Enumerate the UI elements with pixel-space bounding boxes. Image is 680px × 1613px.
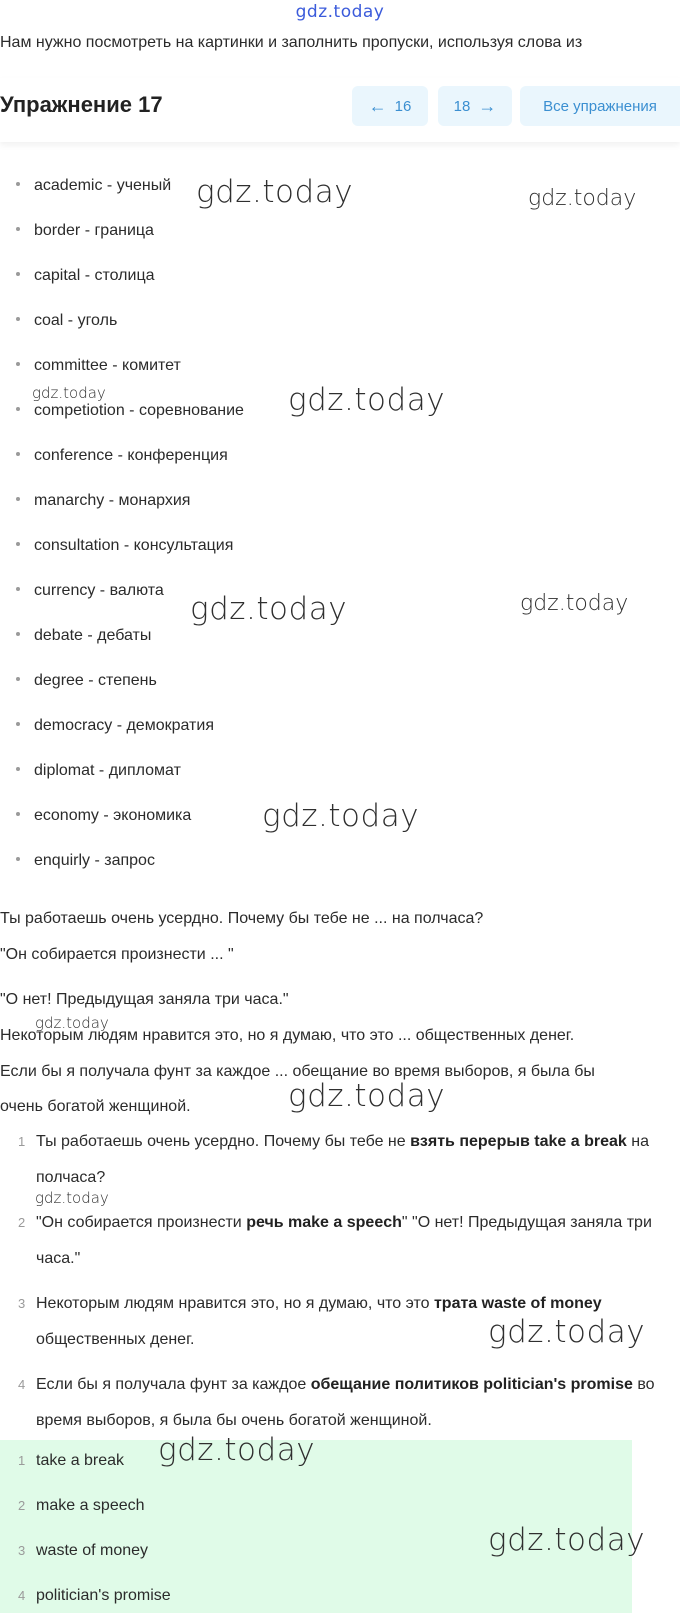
list-item [16, 312, 117, 330]
list-item [16, 222, 154, 240]
answer-highlight: речь make a speech [246, 1214, 402, 1231]
answer-text: Некоторым людям нравится это, но я думаю, что это [36, 1295, 434, 1312]
answer-item [18, 1124, 668, 1196]
summary-item [18, 1542, 148, 1560]
answer-highlight: взять перерыв take a break [410, 1133, 627, 1150]
bullet-icon [16, 227, 20, 231]
answer-item [18, 1367, 668, 1439]
prev-exercise-button[interactable] [352, 86, 428, 126]
vocab-text: capital - столица [34, 267, 155, 284]
summary-text: politician's promise [36, 1587, 171, 1604]
summary-text: make a speech [36, 1497, 145, 1514]
summary-item [18, 1587, 171, 1605]
watermark: gdz.today [528, 186, 637, 211]
list-item [16, 447, 228, 465]
bullet-icon [16, 407, 20, 411]
watermark: gdz.today [158, 1432, 316, 1468]
vocab-text: enquirly - запрос [34, 852, 155, 869]
summary-number: 3 [18, 1543, 26, 1558]
answer-text: на полчаса? [36, 1133, 649, 1186]
watermark: gdz.today [262, 798, 420, 834]
bullet-icon [16, 722, 20, 726]
watermark: gdz.today [288, 382, 446, 418]
bullet-icon [16, 812, 20, 816]
summary-item [18, 1452, 124, 1470]
task-paragraph: Если бы я получала фунт за каждое ... обещание во время выборов, я была бы [0, 1063, 595, 1080]
answer-number: 2 [18, 1215, 26, 1230]
answer-text: общественных денег. [36, 1331, 195, 1348]
list-item [16, 672, 157, 690]
summary-number: 1 [18, 1453, 26, 1468]
task-paragraph: "Он собирается произнести ... " [0, 946, 234, 963]
answer-text: "Он собирается произнести [36, 1214, 247, 1231]
vocab-text: economy - экономика [34, 807, 192, 824]
bullet-icon [16, 182, 20, 186]
task-paragraph: "О нет! Предыдущая заняла три часа." [0, 991, 289, 1008]
answer-text: Ты работаешь очень усердно. Почему бы тебе не [36, 1133, 411, 1150]
bullet-icon [16, 497, 20, 501]
next-exercise-label: 18 [453, 97, 471, 115]
summary-number: 2 [18, 1498, 26, 1513]
watermark: gdz.today [190, 591, 348, 627]
list-item [16, 627, 151, 645]
list-item [16, 762, 181, 780]
vocab-text: diplomat - дипломат [34, 762, 181, 779]
answer-highlight: трата waste of money [433, 1295, 602, 1312]
watermark: gdz.today [520, 591, 629, 616]
bullet-icon [16, 677, 20, 681]
vocab-text: border - граница [34, 222, 154, 239]
watermark: gdz.today [32, 384, 106, 402]
answer-number: 1 [18, 1134, 26, 1149]
vocab-text: conference - конференция [34, 447, 228, 464]
vocab-text: consultation - консультация [34, 537, 234, 554]
answer-text: " "О нет! Предыдущая заняла три часа." [36, 1214, 652, 1267]
watermark: gdz.today [35, 1014, 109, 1032]
watermark: gdz.today [488, 1522, 646, 1558]
list-item [16, 537, 233, 555]
intro-text: Нам нужно посмотреть на картинки и заполнить пропуски, используя слова из [0, 34, 583, 51]
watermark: gdz.today [35, 1189, 109, 1207]
answer-item [18, 1205, 668, 1277]
arrow-left-icon: ← [368, 96, 387, 116]
summary-text: take a break [36, 1452, 125, 1469]
prev-exercise-label: 16 [394, 97, 412, 115]
task-paragraph: Ты работаешь очень усердно. Почему бы тебе не ... на полчаса? [0, 910, 484, 927]
answer-number: 4 [18, 1377, 26, 1392]
list-item [16, 582, 164, 600]
vocab-text: degree - степень [34, 672, 157, 689]
bullet-icon [16, 272, 20, 276]
vocab-text: currency - валюта [34, 582, 164, 599]
list-item [16, 492, 190, 510]
exercise-title: Упражнение 17 [0, 92, 163, 117]
summary-number: 4 [18, 1588, 26, 1603]
bullet-icon [16, 362, 20, 366]
next-exercise-button[interactable] [438, 86, 512, 126]
arrow-right-icon: → [478, 96, 497, 116]
list-item [16, 807, 191, 825]
bullet-icon [16, 767, 20, 771]
watermark: gdz.today [488, 1314, 646, 1350]
answer-number: 3 [18, 1296, 26, 1311]
vocab-text: competiotion - соревнование [34, 402, 244, 419]
all-exercises-button[interactable] [520, 86, 680, 126]
list-item [16, 402, 244, 420]
vocab-text: debate - дебаты [34, 627, 152, 644]
all-exercises-label: Все упражнения [543, 97, 657, 115]
answer-text: во время выборов, я была бы очень богатой женщиной. [36, 1376, 655, 1429]
bullet-icon [16, 542, 20, 546]
bullet-icon [16, 452, 20, 456]
bullet-icon [16, 857, 20, 861]
answer-text: Если бы я получала фунт за каждое [36, 1376, 311, 1393]
vocab-text: democracy - демократия [34, 717, 214, 734]
list-item [16, 852, 155, 870]
vocab-text: coal - уголь [34, 312, 118, 329]
summary-item [18, 1497, 145, 1515]
list-item [16, 357, 181, 375]
task-paragraph: Некоторым людям нравится это, но я думаю, что это ... общественных денег. [0, 1027, 575, 1044]
list-item [16, 177, 171, 195]
answer-highlight: обещание политиков politician's promise [310, 1376, 633, 1393]
list-item [16, 267, 155, 285]
bullet-icon [16, 587, 20, 591]
vocab-text: manarchy - монархия [34, 492, 191, 509]
list-item [16, 717, 214, 735]
vocab-text: committee - комитет [34, 357, 181, 374]
vocab-text: academic - ученый [34, 177, 172, 194]
task-paragraph: очень богатой женщиной. [0, 1098, 191, 1115]
watermark: gdz.today [196, 174, 354, 210]
site-logo[interactable]: gdz.today [295, 2, 385, 22]
bullet-icon [16, 632, 20, 636]
watermark: gdz.today [288, 1078, 446, 1114]
summary-text: waste of money [36, 1542, 149, 1559]
bullet-icon [16, 317, 20, 321]
